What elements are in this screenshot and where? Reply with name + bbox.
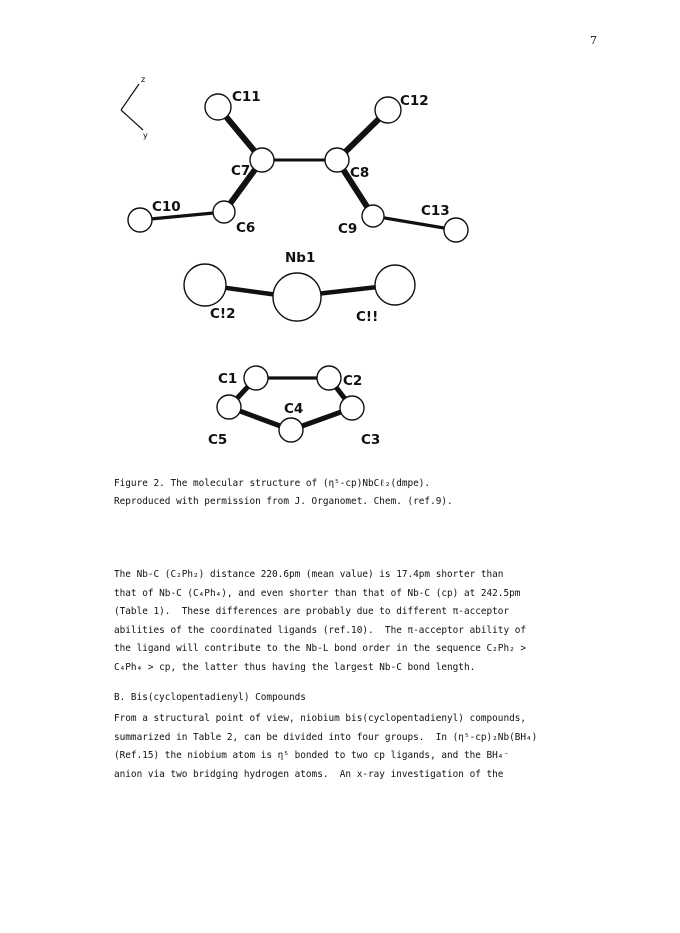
label-cl1: C!! bbox=[356, 309, 379, 325]
z-axis-label: z bbox=[141, 75, 146, 84]
atom-c10 bbox=[128, 208, 152, 232]
atom-c9 bbox=[362, 205, 384, 227]
label-c7: C7 bbox=[231, 163, 251, 179]
text-line: summarized in Table 2, can be divided into four groups. In (η⁵-cp)₂Nb(BH₄) bbox=[114, 731, 538, 743]
text-line: that of Nb-C (C₄Ph₄), and even shorter than that of Nb-C (cp) at 242.5pm bbox=[114, 587, 521, 599]
text-line: the ligand will contribute to the Nb-L bond order in the sequence C₂Ph₂ > bbox=[114, 643, 527, 655]
section-heading: B. Bis(cyclopentadienyl) Compounds bbox=[114, 692, 306, 703]
y-axis-line bbox=[121, 110, 143, 130]
atom-c12-top bbox=[375, 97, 401, 123]
label-c4: C4 bbox=[284, 401, 304, 417]
label-c11-top: C11 bbox=[232, 89, 261, 105]
molecular-structure-figure bbox=[0, 0, 680, 460]
figure-caption-line-1: Figure 2. The molecular structure of (η⁵-cp)NbCℓ₂(dmpe). bbox=[114, 478, 431, 489]
paragraph-bis-cp-compounds bbox=[114, 710, 566, 784]
atom-cl2 bbox=[184, 264, 226, 306]
label-c2: C2 bbox=[343, 373, 363, 389]
atom-nb1 bbox=[273, 273, 321, 321]
label-c13: C13 bbox=[421, 203, 450, 219]
label-c10: C10 bbox=[152, 199, 181, 215]
page-number: 7 bbox=[590, 34, 597, 47]
label-c9: C9 bbox=[338, 221, 358, 237]
text-line: (Table 1). These differences are probably due to different π-acceptor bbox=[114, 606, 510, 618]
label-c1: C1 bbox=[218, 371, 238, 387]
label-c12-top: C12 bbox=[400, 93, 429, 109]
axis-indicator bbox=[121, 84, 143, 130]
text-line: From a structural point of view, niobium bis(cyclopentadienyl) compounds, bbox=[114, 713, 527, 724]
atom-c8 bbox=[325, 148, 349, 172]
atom-c6 bbox=[213, 201, 235, 223]
paragraph-bond-distances bbox=[114, 566, 566, 678]
label-nb1: Nb1 bbox=[285, 250, 316, 266]
atom-c13 bbox=[444, 218, 468, 242]
label-c3: C3 bbox=[361, 432, 381, 448]
atoms bbox=[128, 94, 468, 442]
label-c5: C5 bbox=[208, 432, 228, 448]
text-line: anion via two bridging hydrogen atoms. An x-ray investigation of the bbox=[114, 768, 504, 780]
z-axis-line bbox=[121, 84, 139, 110]
atom-c11-top bbox=[205, 94, 231, 120]
text-line: C₄Ph₄ > cp, the latter thus having the largest Nb-C bond length. bbox=[114, 661, 476, 673]
bonds bbox=[140, 107, 456, 430]
text-line: abilities of the coordinated ligands (ref.10). The π-acceptor ability of bbox=[114, 624, 527, 636]
atom-c3 bbox=[340, 396, 364, 420]
text-line: The Nb-C (C₂Ph₂) distance 220.6pm (mean value) is 17.4pm shorter than bbox=[114, 569, 504, 580]
atom-c5 bbox=[217, 395, 241, 419]
atom-c1 bbox=[244, 366, 268, 390]
label-cl2: C!2 bbox=[210, 306, 236, 322]
atom-c4 bbox=[279, 418, 303, 442]
label-c8: C8 bbox=[350, 165, 370, 181]
atom-c7 bbox=[250, 148, 274, 172]
atom-cl1 bbox=[375, 265, 415, 305]
atom-c2 bbox=[317, 366, 341, 390]
text-line: (Ref.15) the niobium atom is η⁵ bonded to two cp ligands, and the BH₄⁻ bbox=[114, 750, 510, 762]
figure-caption-line-2: Reproduced with permission from J. Organomet. Chem. (ref.9). bbox=[114, 496, 453, 507]
y-axis-label: y bbox=[143, 131, 148, 140]
label-c6: C6 bbox=[236, 220, 256, 236]
